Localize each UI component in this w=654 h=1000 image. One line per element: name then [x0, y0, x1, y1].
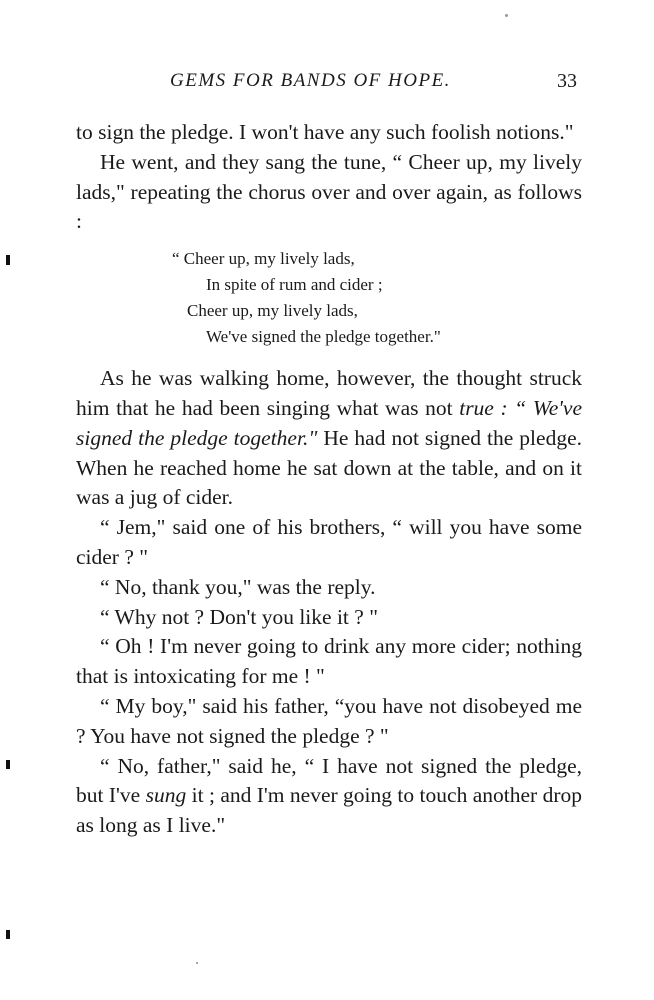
- verse-line-3: Cheer up, my lively lads,: [187, 301, 358, 321]
- paragraph-7: “ Oh ! I'm never going to drink any more cider; nothing that is intoxicating for me ! ": [76, 634, 582, 689]
- paragraph-3: [76, 364, 582, 513]
- paragraph-9-start: “ No, father," said he, “ I have not signed the pledge, but I've: [76, 753, 582, 808]
- margin-mark-3: [6, 930, 10, 939]
- paragraph-9-end: it ; and I'm never going to touch another drop as long as I live.": [76, 783, 582, 838]
- paragraph-8: “ My boy," said his father, “you have not disobeyed me ? You have not signed the pledge ? ": [76, 693, 582, 748]
- paragraph-3-end: He had not signed the pledge. When he reached home he sat down at the table, and on it was a jug of cider.: [76, 425, 582, 510]
- margin-mark-2: [6, 760, 10, 769]
- paragraph-2: He went, and they sang the tune, “ Cheer up, my lively lads," repeating the chorus over and over again, as follows :: [76, 149, 582, 234]
- speck-top-right: [505, 14, 508, 17]
- paragraph-5: “ No, thank you," was the reply.: [100, 574, 376, 599]
- paragraph-4: “ Jem," said one of his brothers, “ will you have some cider ? ": [76, 515, 582, 569]
- verse-block: [76, 246, 582, 350]
- verse-line-2: In spite of rum and cider ;: [206, 275, 383, 295]
- page-number: 33: [557, 70, 577, 92]
- paragraph-1: to sign the pledge. I won't have any such foolish notions.": [76, 120, 574, 144]
- margin-mark-1: [6, 255, 10, 265]
- paragraph-9-italic: sung: [145, 783, 187, 808]
- paragraph-3-start: As he was walking home, however, the thought struck him that he had been singing what was not: [76, 366, 582, 420]
- page-header: [0, 70, 654, 100]
- verse-line-4: We've signed the pledge together.": [206, 327, 441, 347]
- body-text: [76, 118, 582, 841]
- running-title: GEMS FOR BANDS OF HOPE.: [170, 70, 451, 91]
- paragraph-3-italic: true : “ We've signed the pledge together.": [76, 395, 582, 450]
- speck-bottom: [196, 962, 198, 964]
- verse-line-1: “ Cheer up, my lively lads,: [172, 249, 355, 269]
- paragraph-9: [76, 752, 582, 841]
- paragraph-6: “ Why not ? Don't you like it ? ": [100, 604, 378, 629]
